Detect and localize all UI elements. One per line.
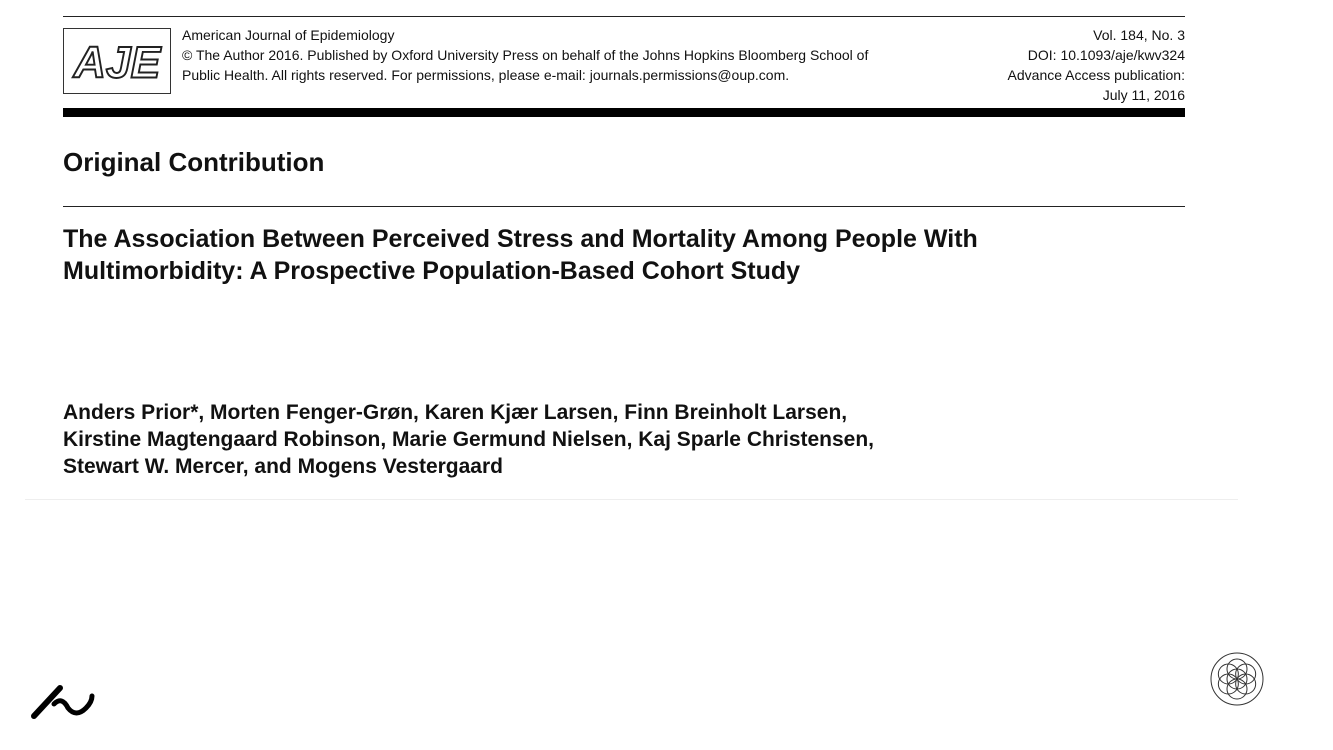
publication-date: July 11, 2016 — [1102, 87, 1185, 103]
header-thick-rule — [63, 108, 1185, 117]
svg-text:AJE: AJE — [73, 38, 161, 88]
doi: DOI: 10.1093/aje/kwv324 — [1027, 47, 1185, 63]
permissions-line: Public Health. All rights reserved. For permissions, please e-mail: journals.permissions@oup.com. — [182, 67, 790, 83]
university-logo-icon — [30, 682, 98, 722]
publication-info — [925, 25, 1185, 105]
author-list — [63, 399, 1063, 480]
volume-issue: Vol. 184, No. 3 — [1093, 27, 1185, 43]
copyright-line: © The Author 2016. Published by Oxford University Press on behalf of the Johns Hopkins Bloomberg School of — [182, 47, 869, 63]
section-label: Original Contribution — [63, 147, 325, 177]
slide-separator — [25, 499, 1238, 500]
title-line: The Association Between Perceived Stress and Mortality Among People With — [63, 225, 978, 253]
top-rule — [63, 16, 1185, 17]
author-line: Kirstine Magtengaard Robinson, Marie Germund Nielsen, Kaj Sparle Christensen, — [63, 428, 875, 451]
flower-of-life-icon — [1209, 651, 1265, 707]
aje-logo-icon — [63, 28, 171, 94]
section-rule — [63, 206, 1185, 207]
author-line: Stewart W. Mercer, and Mogens Vestergaard — [63, 455, 503, 478]
title-line: Multimorbidity: A Prospective Population-Based Cohort Study — [63, 257, 801, 285]
author-line: Anders Prior*, Morten Fenger-Grøn, Karen Kjær Larsen, Finn Breinholt Larsen, — [63, 401, 848, 424]
journal-name: American Journal of Epidemiology — [182, 27, 395, 43]
article-title — [63, 223, 1163, 287]
journal-info — [182, 25, 942, 85]
advance-access-label: Advance Access publication: — [1007, 67, 1185, 83]
